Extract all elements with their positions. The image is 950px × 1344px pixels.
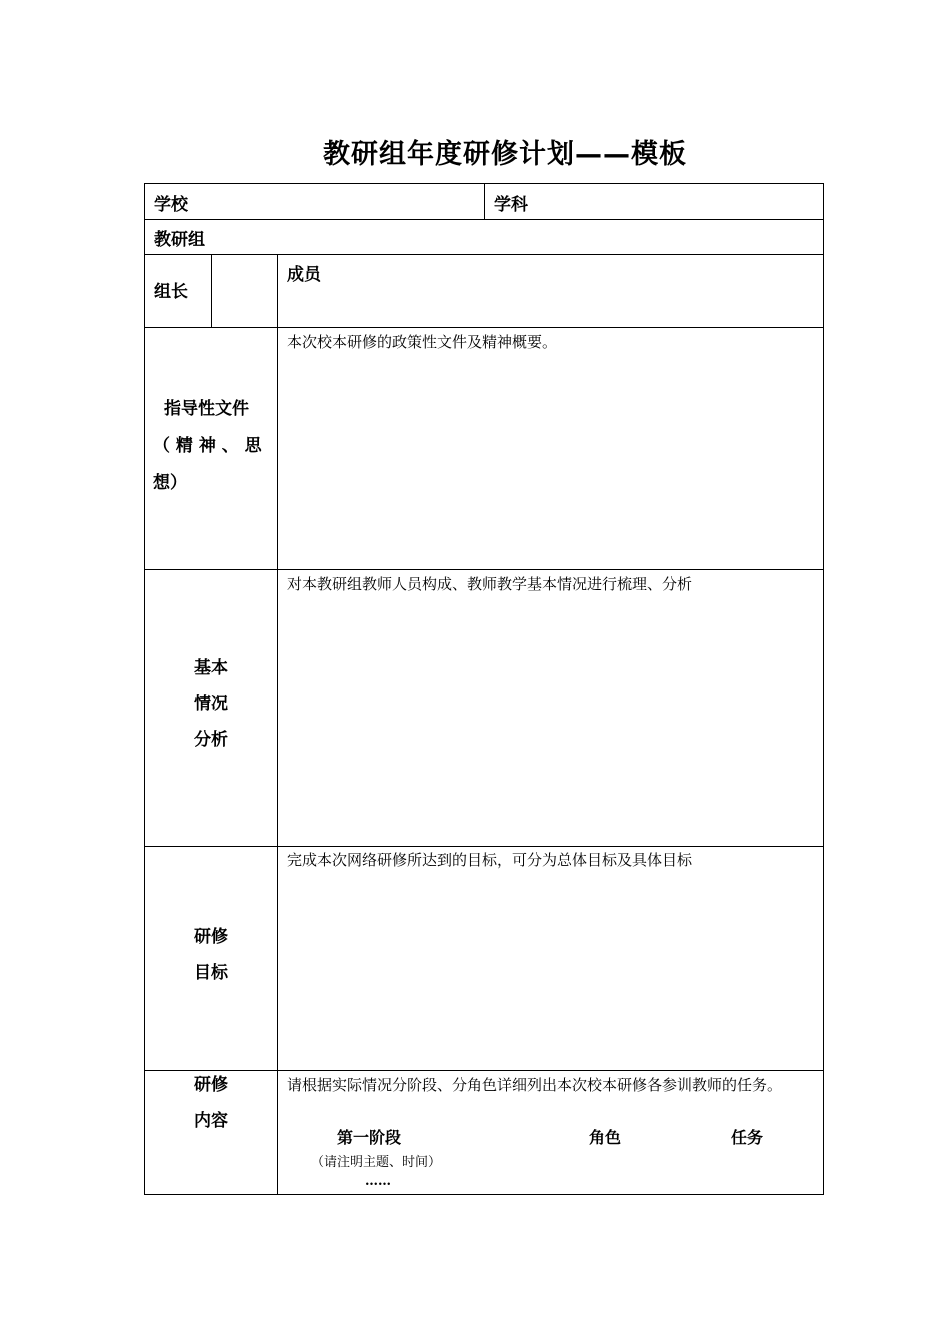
teaching-group-label: 教研组 <box>154 230 205 250</box>
col-divider <box>484 184 485 219</box>
plan-form-table <box>144 183 824 1195</box>
role-label: 角色 <box>589 1128 622 1147</box>
guidance-label-line2: （ 精 神 、 思 <box>153 436 262 456</box>
analysis-label-line2: 情况 <box>194 694 228 714</box>
ellipsis: …… <box>365 1174 391 1189</box>
row-divider <box>145 254 823 255</box>
guidance-label-line1: 指导性文件 <box>164 399 249 419</box>
goals-label <box>145 919 277 991</box>
analysis-label-line1: 基本 <box>194 658 228 678</box>
analysis-note: 对本教研组教师人员构成、教师教学基本情况进行梳理、分析 <box>287 575 693 593</box>
goals-label-line2: 目标 <box>194 963 228 983</box>
row-divider <box>145 569 823 570</box>
task-label: 任务 <box>731 1128 764 1147</box>
col-divider <box>211 254 212 327</box>
stage-hint: （请注明主题、时间） <box>311 1155 442 1170</box>
goals-label-line1: 研修 <box>194 927 228 947</box>
row-divider <box>145 327 823 328</box>
members-label: 成员 <box>287 265 321 285</box>
analysis-label <box>145 650 277 758</box>
content-label <box>145 1067 277 1139</box>
content-label-line2: 内容 <box>194 1111 228 1131</box>
stage-label: 第一阶段 <box>337 1128 402 1147</box>
guidance-label-line3: 想） <box>153 473 187 493</box>
page-title: 教研组年度研修计划——模板 <box>323 139 687 170</box>
guidance-label <box>153 391 273 502</box>
row-divider <box>145 219 823 220</box>
goals-note: 完成本次网络研修所达到的目标，可分为总体目标及具体目标 <box>287 851 693 869</box>
row-divider <box>145 846 823 847</box>
content-label-line1: 研修 <box>194 1075 228 1095</box>
school-label: 学校 <box>154 195 188 215</box>
col-divider <box>277 254 278 1194</box>
analysis-label-line3: 分析 <box>194 730 228 750</box>
subject-label: 学科 <box>494 195 528 215</box>
leader-label: 组长 <box>154 282 188 302</box>
content-note: 请根据实际情况分阶段、分角色详细列出本次校本研修各参训教师的任务。 <box>287 1076 783 1094</box>
guidance-note: 本次校本研修的政策性文件及精神概要。 <box>287 333 558 351</box>
